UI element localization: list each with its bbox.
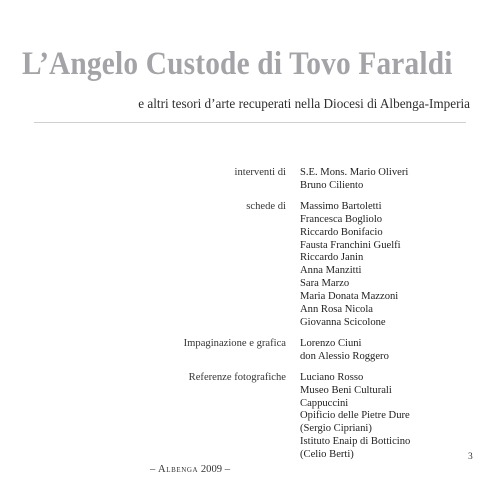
credit-names [300, 372, 500, 462]
title-divider [34, 122, 466, 123]
credit-group-referenze [0, 372, 500, 462]
credit-names [300, 167, 500, 193]
credit-name: Giovanna Scicolone [300, 316, 386, 328]
credit-name: don Alessio Roggero [300, 350, 389, 362]
credit-group-impaginazione [0, 338, 500, 364]
credit-role: schede di [246, 200, 286, 212]
credits-list [0, 167, 500, 470]
credit-role: Impaginazione e grafica [183, 337, 286, 349]
credit-name: Ann Rosa Nicola [300, 304, 373, 316]
page-number: 3 [468, 452, 473, 462]
credit-name: Cappuccini [300, 397, 349, 409]
credit-name: (Sergio Cipriani) [300, 423, 372, 435]
credit-role: Referenze fotografiche [188, 371, 286, 383]
imprint-line [150, 464, 230, 475]
credit-name: Francesca Bogliolo [300, 213, 383, 225]
imprint-city: Albenga [157, 464, 199, 475]
credit-role: interventi di [234, 167, 286, 178]
credit-name: Riccardo Bonifacio [300, 226, 383, 238]
credit-name: Lorenzo Ciuni [300, 337, 362, 349]
imprint-dash-left: – [150, 464, 156, 475]
credit-name: Massimo Bartoletti [300, 200, 382, 212]
credit-group-interventi [0, 167, 500, 193]
credit-group-schede [0, 201, 500, 330]
credit-name: (Celio Berti) [300, 449, 354, 461]
credit-names [300, 338, 500, 364]
book-subtitle: e altri tesori d’arte recuperati nella Diocesi di Albenga-Imperia [138, 96, 470, 111]
credit-name: Anna Manzitti [300, 265, 362, 277]
credit-name: Sara Marzo [300, 278, 350, 290]
credit-names [300, 201, 500, 330]
imprint-dash-right: – [224, 464, 230, 475]
credit-name: Maria Donata Mazzoni [300, 291, 399, 303]
credit-name: Luciano Rosso [300, 371, 364, 383]
book-title: L’Angelo Custode di Tovo Faraldi [22, 46, 453, 82]
credit-name: Opificio delle Pietre Dure [300, 410, 410, 422]
credit-name: S.E. Mons. Mario Oliveri [300, 167, 409, 178]
credit-name: Istituto Enaip di Botticino [300, 436, 411, 448]
imprint-year: 2009 [200, 464, 223, 475]
credit-name: Bruno Ciliento [300, 179, 364, 191]
credit-name: Museo Beni Culturali [300, 384, 392, 396]
credit-name: Fausta Franchini Guelfi [300, 239, 401, 251]
credit-name: Riccardo Janin [300, 252, 364, 264]
